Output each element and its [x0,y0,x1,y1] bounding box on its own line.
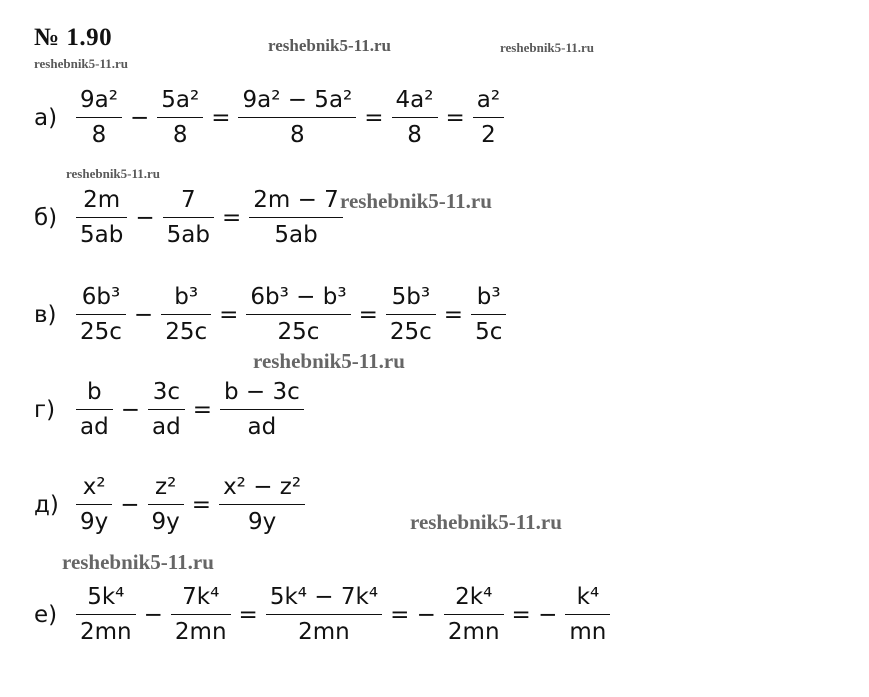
equals-minus-sign: = − [390,601,436,628]
numerator: a² [476,87,501,113]
denominator: 25c [389,319,432,345]
equals-sign: = [358,301,378,328]
minus-sign: − [120,491,140,518]
denominator: 5c [475,319,503,345]
watermark: reshebnik5-11.ru [62,550,214,574]
problem-g [34,377,308,442]
numerator: 6b³ − b³ [250,284,347,310]
numerator: x² − z² [223,474,302,500]
numerator: b³ [174,284,199,310]
fraction [76,582,136,647]
numerator: 5k⁴ [87,584,125,610]
fraction [471,282,506,347]
numerator: 4a² [395,87,434,113]
fraction [249,185,343,250]
watermark: reshebnik5-11.ru [410,510,562,534]
watermark: reshebnik5-11.ru [268,36,391,55]
denominator: 9y [80,509,109,535]
fraction [473,85,504,150]
numerator: 7k⁴ [182,584,220,610]
numerator: z² [155,474,177,500]
numerator: 9a² − 5a² [242,87,353,113]
problem-number: № 1.90 [34,24,113,51]
numerator: 3c [152,379,180,405]
denominator: 25c [277,319,320,345]
denominator: 2mn [174,619,227,645]
problem-d [34,472,309,537]
fraction [163,185,214,250]
problem-a [34,85,508,150]
minus-sign: − [135,204,155,231]
denominator: 25c [165,319,208,345]
numerator: b [87,379,102,405]
denominator: 8 [91,122,107,148]
fraction [76,185,127,250]
denominator: 2 [481,122,496,148]
denominator: 25c [80,319,122,345]
problem-e [34,582,614,647]
fraction [565,582,610,647]
fraction [246,282,350,347]
fraction [161,282,211,347]
equals-minus-sign: = − [511,601,558,628]
denominator: 8 [172,122,188,148]
denominator: 9y [151,509,180,535]
numerator: 2m − 7 [253,187,339,213]
numerator: 5a² [161,87,200,113]
equals-sign: = [219,301,239,328]
minus-sign: − [120,396,140,423]
fraction [171,582,231,647]
numerator: x² [82,474,106,500]
denominator: 8 [290,122,305,148]
equals-sign: = [211,104,231,131]
equals-sign: = [191,491,212,518]
equals-sign: = [192,396,212,423]
numerator: b − 3c [223,379,300,405]
problem-v [34,282,510,347]
denominator: 5ab [274,222,318,248]
problem-label: е) [34,601,58,628]
denominator: 9y [247,509,277,535]
numerator: 5b³ [391,284,431,310]
minus-sign: − [133,301,154,328]
fraction [238,85,356,150]
equals-sign: = [364,104,384,131]
problem-label: в) [34,301,57,328]
numerator: 7 [180,187,196,213]
fraction [148,472,184,537]
denominator: ad [151,414,181,440]
numerator: 2m [83,187,121,213]
numerator: 6b³ [81,284,121,310]
numerator: b³ [476,284,501,310]
watermark: reshebnik5-11.ru [66,166,161,181]
numerator: 9a² [80,87,118,113]
fraction [76,282,126,347]
fraction [157,85,203,150]
fraction [444,582,504,647]
minus-sign: − [129,104,150,131]
problem-label: а) [34,104,58,131]
denominator: ad [80,414,109,440]
equals-sign: = [238,601,258,628]
fraction [76,472,112,537]
denominator: 2mn [447,619,500,645]
fraction [219,472,305,537]
problem-label: д) [34,491,59,518]
problem-b [34,185,347,250]
fraction [386,282,436,347]
denominator: ad [247,414,277,440]
watermark: reshebnik5-11.ru [253,349,405,373]
denominator: 8 [407,122,422,148]
denominator: mn [569,619,607,645]
equals-sign: = [445,104,465,131]
denominator: 5ab [166,222,210,248]
numerator: 5k⁴ − 7k⁴ [269,584,379,610]
fraction [220,377,304,442]
problem-label: г) [34,396,56,423]
fraction [148,377,185,442]
fraction [266,582,382,647]
denominator: 5ab [80,222,124,248]
minus-sign: − [143,601,163,628]
denominator: 2mn [298,619,350,645]
fraction [392,85,438,150]
fraction [76,377,113,442]
numerator: k⁴ [576,584,600,610]
watermark: reshebnik5-11.ru [34,56,129,71]
equals-sign: = [221,204,242,231]
watermark: reshebnik5-11.ru [500,40,595,55]
fraction [76,85,122,150]
problem-label: б) [34,204,58,231]
equals-sign: = [443,301,464,328]
watermark: reshebnik5-11.ru [340,189,492,213]
denominator: 2mn [80,619,132,645]
numerator: 2k⁴ [455,584,493,610]
